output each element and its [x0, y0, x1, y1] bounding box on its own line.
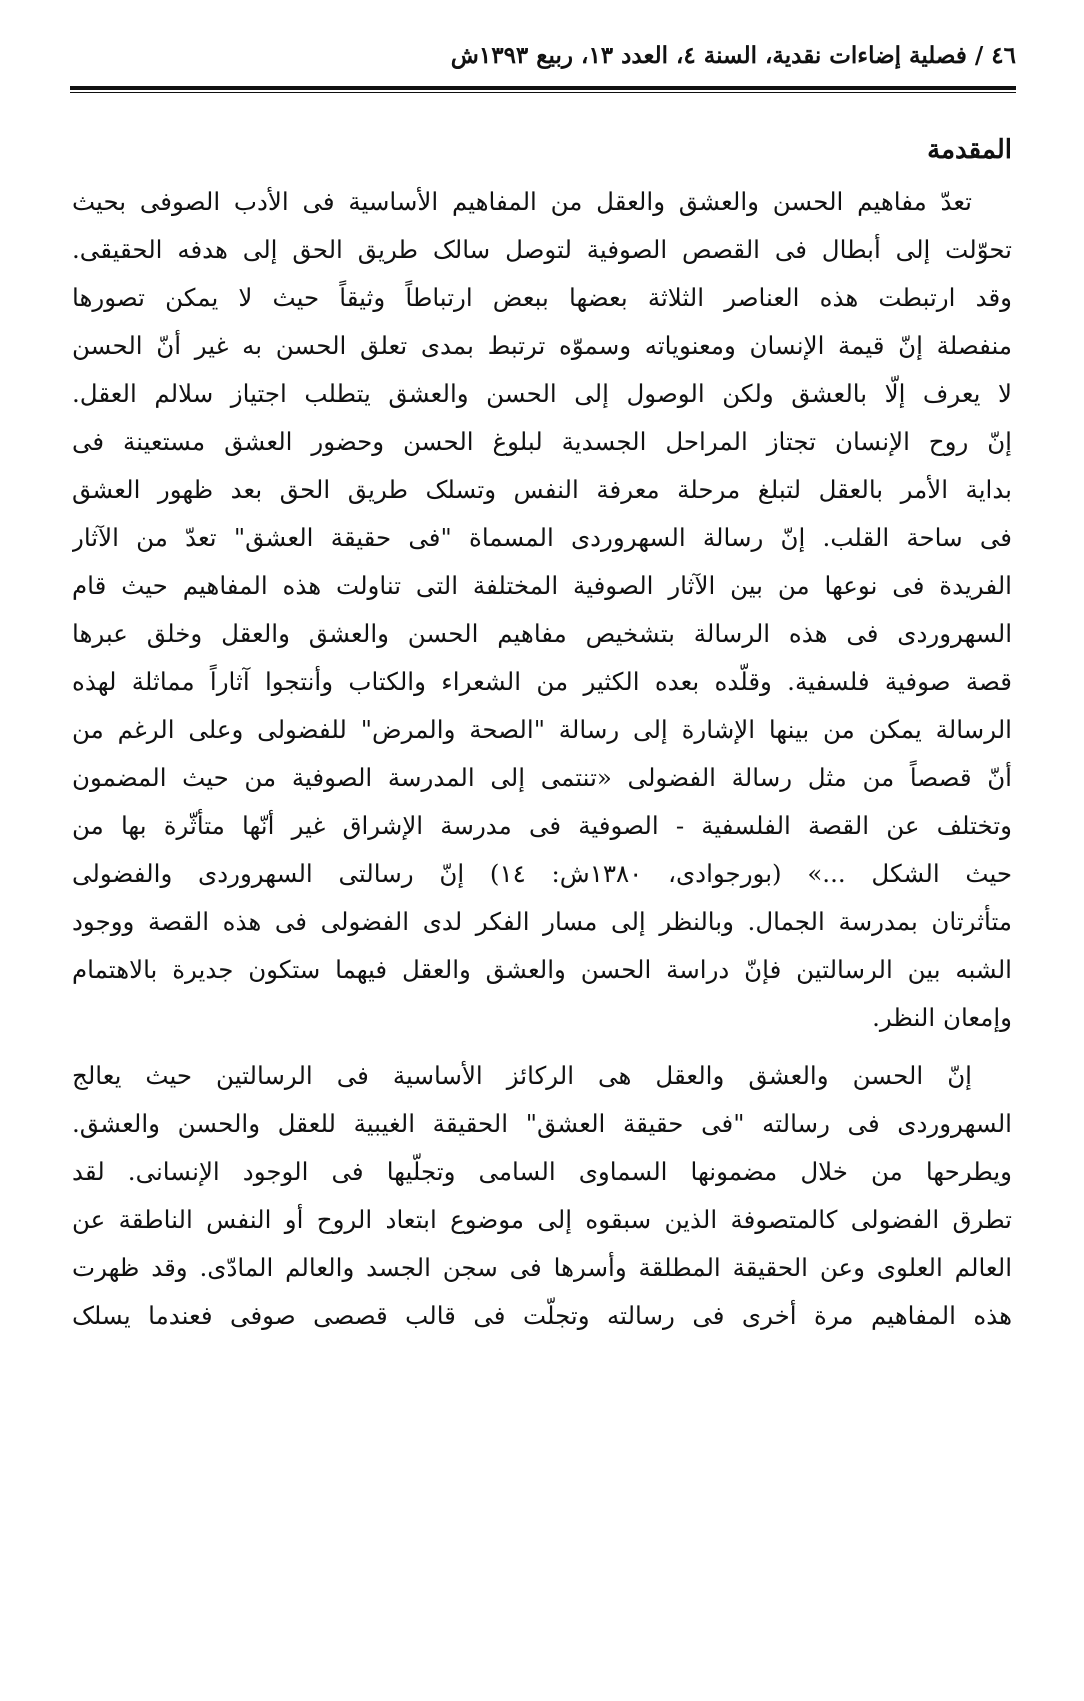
header-rule-thin	[70, 92, 1016, 93]
section-title: المقدمة	[927, 135, 1012, 165]
text-line: متأثرتان بمدرسة الجمال. وبالنظر إلى مسار الفكر لدى الفضولى فى هذه القصة ووجود	[72, 907, 1012, 936]
text-line: فى ساحة القلب. إنّ رسالة السهروردى المسماة "فى حقيقة العشق" تعدّ من الآثار	[72, 523, 1012, 552]
text-line: تطرق الفضولى كالمتصوفة الذين سبقوه إلى موضوع ابتعاد الروح أو النفس الناطقة عن	[72, 1205, 1012, 1234]
text-line: الشبه بين الرسالتين فإنّ دراسة الحسن والعشق والعقل فيهما ستكون جديرة بالاهتمام	[72, 955, 1012, 984]
text-line: لا يعرف إلّا بالعشق ولكن الوصول إلى الحسن والعشق يتطلب اجتياز سلالم العقل.	[72, 379, 1012, 408]
text-line: السهروردى فى هذه الرسالة بتشخيص مفاهيم الحسن والعشق والعقل وخلق عبرها	[72, 619, 1012, 648]
text-line: ويطرحها من خلال مضمونها السماوى السامى وتجلّيها فى الوجود الإنسانى. لقد	[72, 1157, 1012, 1186]
text-line: أنّ قصصاً من مثل رسالة الفضولى «تنتمى إلى المدرسة الصوفية من حيث المضمون	[72, 763, 1012, 792]
text-line: إنّ الحسن والعشق والعقل هى الركائز الأساسية فى الرسالتين حيث يعالج	[72, 1061, 972, 1090]
text-line: هذه المفاهيم مرة أخرى فى رسالته وتجلّت فى قالب قصصى صوفى فعندما يسلک	[72, 1301, 1012, 1330]
paragraph-2	[72, 1052, 1012, 1340]
running-head-text: ٤٦ / فصلية إضاءات نقدية، السنة ٤، العدد ١٣، ربيع ١٣٩٣ش	[450, 42, 1016, 69]
paragraph-gap	[72, 1042, 1012, 1052]
text-line: قصة صوفية فلسفية. وقلّده بعده الكثير من الشعراء والكتاب وأنتجوا آثاراً مماثلة لهذه	[72, 667, 1012, 696]
article-body	[72, 130, 1012, 1340]
header-rule-thick	[70, 86, 1016, 90]
text-line: منفصلة إنّ قيمة الإنسان ومعنوياته وسموّه ترتبط بمدى تعلق الحسن به غير أنّ الحسن	[72, 331, 1012, 360]
text-line: بداية الأمر بالعقل لتبلغ مرحلة معرفة النفس وتسلک طريق الحق بعد ظهور العشق	[72, 475, 1012, 504]
text-line: وإمعان النظر.	[872, 1003, 1012, 1032]
text-line: العالم العلوى وعن الحقيقة المطلقة وأسرها فى سجن الجسد والعالم المادّى. وقد ظهرت	[72, 1253, 1012, 1282]
text-line: حيث الشكل ...» (بورجوادى، ١٣٨٠ش: ١٤) إنّ رسالتى السهروردى والفضولى	[72, 859, 1012, 888]
text-line: الفريدة فى نوعها من بين الآثار الصوفية المختلفة التى تناولت هذه المفاهيم حيث قام	[72, 571, 1012, 600]
running-header	[70, 40, 1016, 84]
text-line: تعدّ مفاهيم الحسن والعشق والعقل من المفاهيم الأساسية فى الأدب الصوفى بحيث	[72, 187, 972, 216]
text-line: تحوّلت إلى أبطال فى القصص الصوفية لتوصل سالک طريق الحق إلى هدفه الحقيقى.	[72, 235, 1012, 264]
text-line: السهروردى فى رسالته "فى حقيقة العشق" الحقيقة الغيبية للعقل والحسن والعشق.	[72, 1109, 1012, 1138]
text-line: الرسالة يمكن من بينها الإشارة إلى رسالة "الصحة والمرض" للفضولى وعلى الرغم من	[72, 715, 1012, 744]
paragraph-1	[72, 178, 1012, 1042]
text-line: وقد ارتبطت هذه العناصر الثلاثة بعضها ببعض ارتباطاً وثيقاً حيث لا يمكن تصورها	[72, 283, 1012, 312]
text-line: إنّ روح الإنسان تجتاز المراحل الجسدية لبلوغ الحسن وحضور العشق مستعينة فى	[72, 427, 1012, 456]
text-line: وتختلف عن القصة الفلسفية - الصوفية فى مدرسة الإشراق غير أنّها متأثّرة بها من	[72, 811, 1012, 840]
